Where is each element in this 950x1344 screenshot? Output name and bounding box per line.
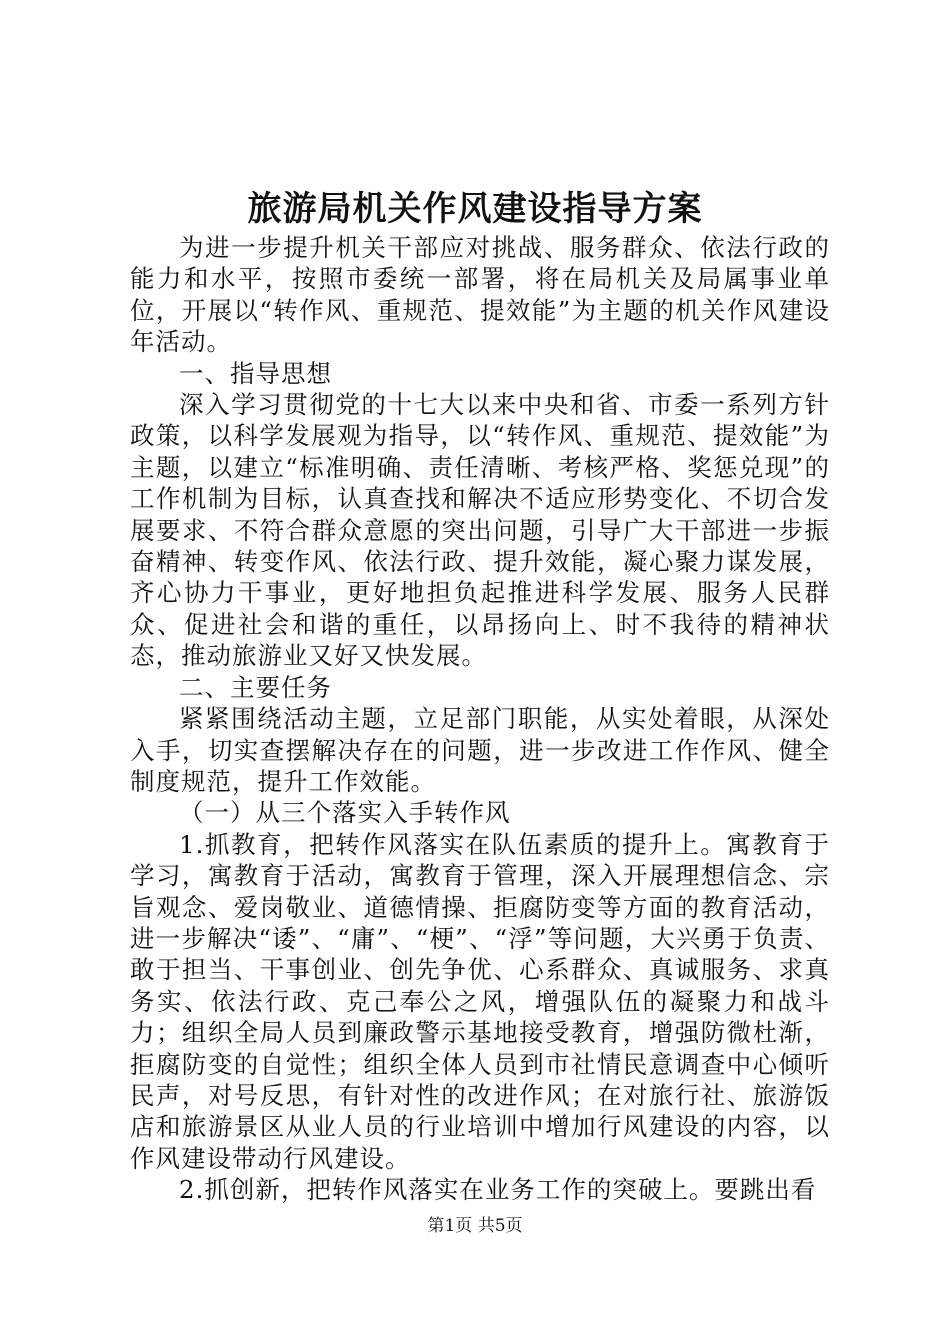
main-tasks-paragraph: 紧紧围绕活动主题，立足部门职能，从实处着眼，从深处入手，切实查摆解决存在的问题，进一步改进工作作风、健全制度规范，提升工作效能。 [130,704,830,796]
subsection-heading-three-implementations: （一）从三个落实入手转作风 [179,798,511,828]
item-2-innovation-paragraph: 2.抓创新，把转作风落实在业务工作的突破上。要跳出看 [179,1175,817,1205]
intro-paragraph: 为进一步提升机关干部应对挑战、服务群众、依法行政的能力和水平，按照市委统一部署，将在局机关及局属事业单位，开展以“转作风、重规范、提效能”为主题的机关作风建设年活动。 [130,233,830,357]
item-1-education-paragraph: 1.抓教育，把转作风落实在队伍素质的提升上。寓教育于学习，寓教育于活动，寓教育于管理，深入开展理想信念、宗旨观念、爱岗敬业、道德情操、拒腐防变等方面的教育活动，进一步解决“诿”、“庸”、“梗”、“浮”等问题，大兴勇于负责、敢于担当、干事创业、创先争优、心系群众、真诚服务、求真务实、依法行政、克己奉公之风，增强队伍的凝聚力和战斗力；组织全局人员到廉政警示基地接受教育，增强防微杜渐，拒腐防变的自觉性；组织全体人员到市社情民意调查中心倾听民声，对号反思，有针对性的改进作风；在对旅行社、旅游饭店和旅游景区从业人员的行业培训中增加行风建设的内容，以作风建设带动行风建设。 [130,829,830,1173]
document-title: 旅游局机关作风建设指导方案 [247,189,703,229]
page-footer: 第1页 共5页 [427,1216,523,1236]
document-body [130,232,830,1206]
section-heading-guiding-ideology: 一、指导思想 [179,358,332,388]
guiding-ideology-paragraph: 深入学习贯彻党的十七大以来中央和省、市委一系列方针政策，以科学发展观为指导，以“转作风、重规范、提效能”为主题，以建立“标准明确、责任清晰、考核严格、奖惩兑现”的工作机制为目标，认真查找和解决不适应形势变化、不切合发展要求、不符合群众意愿的突出问题，引导广大干部进一步振奋精神、转变作风、依法行政、提升效能，凝心聚力谋发展，齐心协力干事业，更好地担负起推进科学发展、服务人民群众、促进社会和谐的重任，以昂扬向上、时不我待的精神状态，推动旅游业又好又快发展。 [130,390,830,671]
section-heading-main-tasks: 二、主要任务 [179,672,332,702]
